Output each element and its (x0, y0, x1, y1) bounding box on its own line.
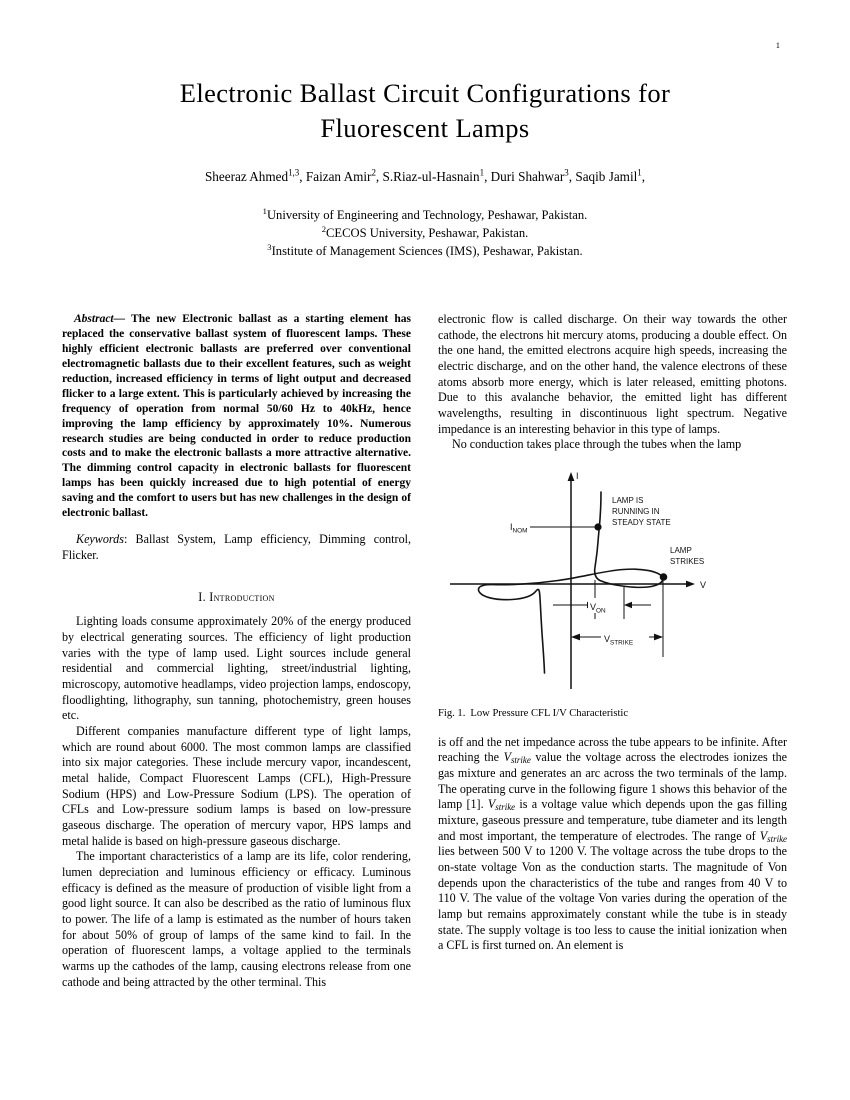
title-line-1: Electronic Ballast Circuit Configurations for (179, 78, 671, 108)
figure-1 (438, 467, 787, 721)
after-fig-part-4: lies between 500 V to 1200 V. The voltage across the tube drops to the on-state voltage Von as the conduction starts. The magnitude of Von depends upon the characteristics of the tube and ranges from 40 V to 110 V. The value of the voltage Von varies during the operation of the lamp but remains approximately constant while the tube is in steady state. The supply voltage is too less to cause the initial ionization when a CFL is first turned on. An element is (438, 844, 787, 953)
author-name: Duri Shahwar (490, 168, 565, 184)
page-number: 1 (775, 40, 780, 50)
figure-caption-label: Fig. 1. (438, 707, 466, 719)
after-fig-part-3: is a voltage value which depends upon the gas filling mixture, gaseous pressure and temperature, tube diameter and its length and most important, the temperature of electrodes. The range of (438, 797, 787, 843)
page-title (0, 0, 850, 146)
right-paragraph-1: electronic flow is called discharge. On their way towards the other cathode, the electrons hit mercury atoms, producing a double effect. On the one hand, the emitted electrons acquire high speeds, increasing the electric discharge, and on the other hand, the valence electrons of these atoms absorb more energy, which is later released, emitting photons. Due to this avalanche behavior, the emitted light has different wavelengths, resulting in discontinuous light spectrum. Negative impedance is an interesting behavior in this type of lamps. (438, 312, 787, 436)
x-axis-arrow (686, 581, 695, 588)
v-strike-math-2: $V_{strike}$ (487, 797, 516, 813)
section-number: I. (198, 590, 206, 605)
figure-1-graphic (438, 467, 787, 695)
keywords (62, 532, 411, 563)
x-axis-label: V (700, 579, 707, 590)
left-column (62, 312, 411, 990)
i-nom-point (594, 523, 601, 530)
author-affiliation-marker: 1 (479, 167, 485, 178)
title-line-2: Fluorescent Lamps (320, 112, 530, 143)
iv-characteristic-chart (438, 467, 787, 695)
keywords-label: Keywords (76, 532, 124, 547)
affiliation-line (60, 206, 790, 224)
v-on-label: $V_{ON}$ (590, 601, 606, 615)
intro-paragraph-1: Lighting loads consume approximately 20% of the energy produced by electrical generating sources. The efficiency of light production varies with the type of lamp used. Light sources include general residential and commercial lighting, street/industrial lighting, microscopy, automotive headlamps, video projection lamps, endoscopy, floodlighting, lithography, sun tanning, photochemistry, green houses etc. (62, 614, 411, 723)
affiliation-text: University of Engineering and Technology, Peshawar, Pakistan. (266, 208, 588, 223)
author-name: S.Riaz-ul-Hasnain (382, 168, 480, 184)
two-column-body (0, 312, 850, 990)
author-affiliation-marker: 1,3 (288, 167, 300, 178)
y-axis-label: I (576, 470, 579, 481)
section-title: Introduction (209, 590, 275, 605)
after-fig-part-2: value the voltage across the electrodes ionizes the gas mixture and generates an arc across the two terminals of the lamp. The operating curve in the following figure 1 shows this behavior of the lamp [1]. (438, 750, 788, 812)
abstract (62, 312, 411, 521)
keywords-text: : Ballast System, Lamp efficiency, Dimming control, Flicker. (62, 532, 411, 562)
affiliation-marker: 1 (262, 205, 267, 216)
v-strike-label: $V_{STRIKE}$ (604, 633, 634, 647)
affiliation-list (0, 185, 850, 260)
intro-paragraph-2: Different companies manufacture different type of light lamps, which are round about 6000. The most common lamps are classified into six major categories. These include mercury vapor, incandescent, metal halide, Compact Fluorescent Lamps (CFL), High-Pressure Sodium (HPS) and Low-Pressure Sodium (LPS). The operation of CFLs and Low-pressure sodium lamps is based on low-pressure gaseous discharge. The operation of mercury vapor, HPS lamps and metal halide is based on high-pressure gaseous discharge. (62, 724, 411, 848)
i-nom-label: $I_{NOM}$ (510, 521, 528, 535)
author-list: Sheeraz Ahmed$^{1,3}$, Faizan Amir$^2$, S.Riaz-ul-Hasnain$^1$, Duri Shahwar$^3$, Saqib Jamil$^1$, (204, 167, 646, 184)
right-paragraph-2: No conduction takes place through the tubes when the lamp (452, 437, 742, 452)
affiliation-line (60, 242, 790, 260)
affiliation-text: CECOS University, Peshawar, Pakistan. (326, 226, 529, 241)
figure-caption-text: Low Pressure CFL I/V Characteristic (470, 707, 629, 719)
author-affiliation-marker: 3 (564, 167, 569, 178)
affiliation-marker: 3 (267, 241, 272, 252)
intro-paragraph-3: The important characteristics of a lamp are its life, color rendering, lumen depreciation and luminous efficiency or efficacy. Luminous efficacy is defined as the measure of production of visible light from a good light source. It can also be described as the ratio of luminous flux to power. The life of a lamp is estimated as the number of hours taken for about 50% of group of lamps of the same kind to fail. In the operation of fluorescent lamps, a voltage applied to the terminals warms up the cathodes of the lamp, causing electrons release from one cathode and being attracted by the other terminal. This (62, 849, 411, 989)
right-paragraph-3 (438, 735, 787, 954)
right-column (438, 312, 787, 990)
lamp-strikes-annotation: LAMP STRIKES (670, 545, 705, 566)
abstract-text: The new Electronic ballast as a starting element has replaced the conservative ballast system of fluorescent lamps. These highly efficient electronic ballasts are preferred over conventional electromagnetic ballasts due to their excellent features, such as weight reduction, increased efficiency in terms of light output and decreased flicker to a large extent. This is particularly achieved by increasing the frequency of operation from normal 50/60 Hz to 40kHz, hence improving the lamp efficiency by approximately 10%. Numerous research studies are being conducted in order to reduce production costs and to make the electronic ballasts a more attractive alternative. The dimming control capacity in electronic ballasts for fluorescent lamps has been quickly increased due to high potential of energy saving and the comfort to users but has new challenges in the design of electronic ballast. (62, 313, 411, 520)
affiliation-line (60, 224, 790, 242)
v-strike-math-1: $V_{strike}$ (503, 750, 531, 766)
affiliation-marker: 2 (321, 223, 326, 234)
steady-state-annotation: LAMP IS RUNNING IN STEADY STATE (612, 495, 671, 527)
v-strike-math-3: $V_{strike}$ (759, 828, 787, 844)
y-axis-arrow (568, 472, 575, 481)
affiliation-text: Institute of Management Sciences (IMS), Peshawar, Pakistan. (271, 244, 583, 259)
after-fig-part-1: is off and the net impedance across the tube appears to be infinite. After reaching the (438, 734, 787, 765)
author-name: Faizan Amir (305, 168, 372, 184)
figure-1-caption (438, 707, 787, 721)
section-heading-introduction (62, 590, 411, 605)
author-affiliation-marker: 1 (637, 167, 642, 178)
author-affiliation-marker: 2 (371, 167, 376, 178)
author-name: Saqib Jamil (575, 168, 638, 184)
abstract-label: Abstract— (74, 313, 126, 325)
author-name: Sheeraz Ahmed (204, 168, 289, 184)
